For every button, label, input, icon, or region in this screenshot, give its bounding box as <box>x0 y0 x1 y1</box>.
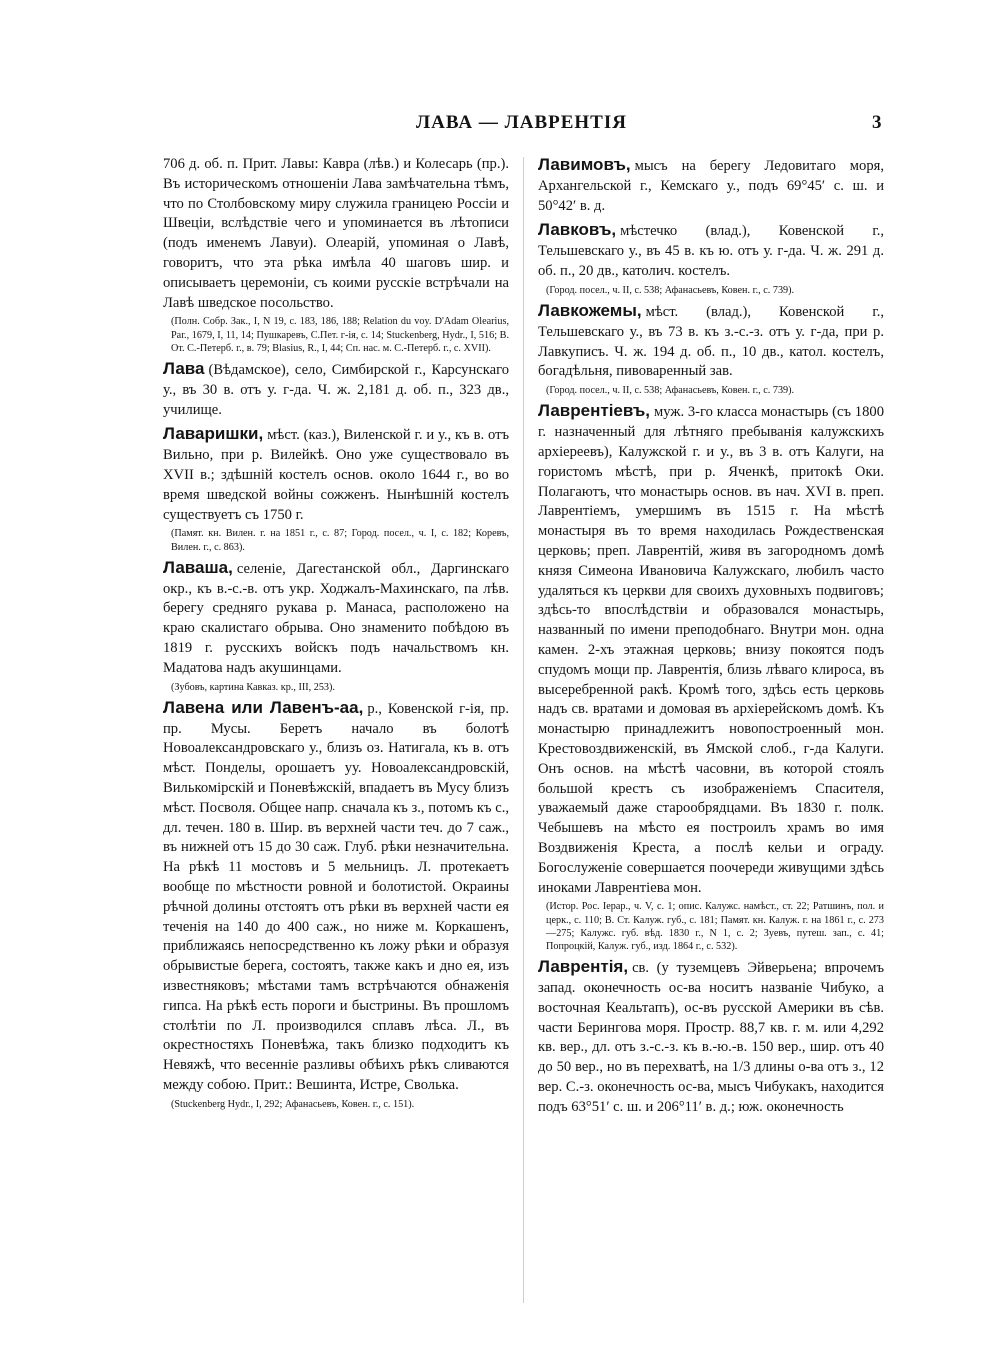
dictionary-entry <box>538 220 884 297</box>
dictionary-entry <box>538 301 884 397</box>
dictionary-entry <box>538 155 884 216</box>
entry-text: мѣстечко (влад.), Ковенской г., Тельшевскаго у., въ 45 в. къ ю. отъ у. г-да. Ч. ж. 291 д. об. п., 20 дв., католич. костелъ. <box>538 223 884 279</box>
entry-headword: Лаваша, <box>163 557 233 577</box>
entry-text: селеніе, Дагестанской обл., Даргинскаго окр., къ в.-с.-в. отъ укр. Ходжалъ-Махинскаго, па лѣв. берегу средняго рукава р. Манаса, расположено на краю скалистаго обрыва. Оно знаменито побѣдою въ 1819 г. русскихъ войскъ подъ начальствомъ кн. Мадатова надъ акушинцами. <box>163 560 509 676</box>
entry-headword: Лавковъ, <box>538 220 617 240</box>
entry-headword: Лава <box>163 358 205 378</box>
entry-text: мѣст. (каз.), Виленской г. и у., къ в. отъ Вильно, при р. Вилейкѣ. Оно уже существовало въ XVII в.; здѣшній костелъ основ. около 1644 г., во во время шведской войны сожженъ. Нынѣшній костелъ существуетъ съ 1750 г. <box>163 427 509 523</box>
entry-references: (Stuckenberg Hydr., I, 292; Афанасьевъ, Ковен. г., с. 151). <box>171 1098 415 1110</box>
entry-text: св. (у туземцевъ Эйверьена; впрочемъ запад. оконечность ос-ва носитъ названіе Чибуко, а восточная Кеальтапъ), ос-въ русской Америки въ сѣв. части Берингова моря. Простр. 88,7 кв. г. м. или 4,292 кв. вер., дл. отъ з.-с.-з. къ в.-ю.-в. 150 вер., шир. отъ 40 до 50 вер., но въ перехватѣ, на 1/3 длины о-ва отъ з., 12 вер. С.-з. оконечность ос-ва, мысъ Чибукакъ, находится подъ 63°51′ с. ш. и 206°11′ в. д.; юж. оконечность <box>538 960 884 1115</box>
entry-references: (Город. посел., ч. II, с. 538; Афанасьевъ, Ковен. г., с. 739). <box>546 385 795 397</box>
entry-headword: Лаврентіевъ, <box>538 401 651 421</box>
entry-text: р., Ковенской г-ія, пр. пр. Мусы. Беретъ начало въ болотѣ Новоалександровскаго у., близъ оз. Натигала, къ в. отъ мѣст. Понделы, орошаетъ уу. Новоалександровскій, Вилькомірскій и Поневѣжскій, впадаетъ въ Мусу близъ мѣст. Посволя. Общее напр. сначала къ з., потомъ къ с., дл. течен. 180 в. Шир. въ верхней части теч. до 7 саж., въ нижней отъ 15 до 30 саж. Глуб. рѣки незначительна. На рѣкѣ 11 мостовъ и 5 мельницъ. Л. протекаетъ вообще по мѣстности ровной и болотистой. Окраины рѣчной долины отстоятъ отъ рѣки въ верхней части ея теченія на 140 до 400 саж., но ниже м. Коркашенъ, приближаясь непосредственно къ ложу рѣки и образуя обрывистые берега, состоятъ, также какъ и дно ея, изъ известняковъ; мѣстами тамъ встрѣчаются обнаженія гипса. На рѣкѣ есть пороги и быстрины. Въ прошломъ столѣтіи по Л. производился сплавъ лѣса. Л., въ окрестностяхъ Поневѣжа, такъ близко подходитъ къ Невяжѣ, что весенніе разливы обѣихъ рѣкъ сливаются между собою. Прит.: Вешинта, Истре, Сволька. <box>163 700 509 1093</box>
dictionary-entry <box>163 155 509 355</box>
entry-references: (Зубовъ, картина Кавказ. кр., III, 253). <box>171 681 335 693</box>
entry-headword: Лавимовъ, <box>538 155 631 174</box>
entry-references: (Полн. Собр. Зак., I, N 19, с. 183, 186, 188; Relation du voy. D'Adam Olearius, Par., 1679, I, 11, 14; Пушкаревъ, С.Пет. г-ія, с. 14; Stuckenberg, Hydr., I, 516; В. От. С.-Петерб. г., в. 79; Blasius, R., I, 44; Сп. нас. м. С.-Петерб. г., с. XVII). <box>171 316 509 354</box>
dictionary-entry <box>163 424 509 553</box>
dictionary-entry <box>538 957 884 1117</box>
entry-headword: Лавкожемы, <box>538 300 642 320</box>
entry-references: (Истор. Рос. Іерар., ч. V, с. 1; опис. Калужс. намѣст., ст. 22; Ратшинъ, пол. и церк., с. 110; В. Ст. Калуж. губ., с. 181; Памят. кн. Калуж. г. на 1861 г., с. 273—275; Калужс. губ. вѣд. 1830 г., N 1, с. 2; Зуевъ, путеш. зап., с. 41; Попроцкій, Калуж. губ., изд. 1864 г., с. 532). <box>546 901 884 952</box>
entry-references: (Город. посел., ч. II, с. 538; Афанасьевъ, Ковен. г., с. 739). <box>546 284 795 296</box>
entry-text: 706 д. об. п. Прит. Лавы: Кавра (лѣв.) и Колесарь (пр.). Въ историческомъ отношеніи Лава замѣчательна тѣмъ, что по Столбовскому миру служила границею Россіи и Швеціи, вслѣдствіе чего и упоминается въ лѣтописи (подъ именемъ Лавуи). Олеарій, упоминая о Лавѣ, говоритъ, что эта рѣка имѣла 40 шаговъ шир. и описываетъ церемоніи, съ коими русскіе встрѣчали на Лавѣ шведское посольство. <box>163 156 509 311</box>
page-header <box>0 112 1000 140</box>
entry-headword: Лаврентія, <box>538 957 629 977</box>
entry-text: (Вѣдамское), село, Симбирской г., Карсунскаго у., въ 30 в. отъ у. г-да. Ч. ж. 2,181 д. об. п., 323 дв., училище. <box>163 361 509 418</box>
running-title: ЛАВА — ЛАВРЕНТІЯ <box>416 112 627 133</box>
left-column <box>163 155 509 1305</box>
entry-headword: Лавена или Лавенъ-аа, <box>163 697 364 717</box>
entry-text: мысъ на берегу Ледовитаго моря, Архангельской г., Кемскаго у., подъ 69°45′ с. ш. и 50°42′ в. д. <box>538 158 884 214</box>
page-number: 3 <box>872 112 882 133</box>
dictionary-entry <box>538 401 884 953</box>
entry-references: (Памят. кн. Вилен. г. на 1851 г., с. 87; Город. посел., ч. I, с. 182; Коревъ, Вилен. г., с. 863). <box>171 528 509 553</box>
entry-headword: Лаваришки, <box>163 424 264 444</box>
entry-text: муж. 3-го класса монастырь (съ 1800 г. назначенный для лѣтняго пребыванія калужскихъ архіереевъ), Калужской г. и у., въ 3 в. отъ Калуги, на гористомъ мѣстѣ, при р. Яченкѣ, притокѣ Оки. Полагаютъ, что монастырь основ. въ нач. XVI в. преп. Лаврентіемъ, умершимъ въ 1515 г. На мѣстѣ монастыря въ то время находилась Рождественская церковь; преп. Лаврентій, живя въ загородномъ домѣ князя Симеона Ивановича Калужскаго, любилъ часто удаляться къ церкви для своихъ духовныхъ подвиговъ; здѣсь-то впослѣдствіи и образовался монастырь, названный по имени преподобнаго. Внутри мон. одна камен. 2-хъ этажная церковь; внизу покоятся подъ спудомъ мощи пр. Лаврентія, близь лѣваго клироса, въ высеребренной ракѣ. Кромѣ того, здѣсь есть церковь надъ св. вратами и домовая въ архіерейскомъ домѣ. Къ монастырю принадлежитъ новопостроенный мон. Крестовоздвиженскій, въ Ямской слоб., г-да Калуги. Онъ основ. на мѣстѣ часовни, въ которой стоялъ большой крестъ съ изображеніемъ Спасителя, уважаемый даже старообрядцами. Въ 1830 г. полк. Чебышевъ на мѣсто ея построилъ храмъ во имя Воздвиженія Креста, а послѣ кельи и ограду. Богослуженіе совершается поочереди живущими здѣсь иноками Лаврентіева мон. <box>538 404 884 896</box>
entry-text: мѣст. (влад.), Ковенской г., Тельшевскаго у., въ 73 в. къ з.-с.-з. отъ у. г-да, при р. Лавкуписъ. Ч. ж. 194 д. об. п., 10 дв., катол. костелъ, богадѣльня, пивоваренный зав. <box>538 303 884 380</box>
column-divider <box>523 157 524 1303</box>
dictionary-entry <box>163 558 509 694</box>
right-column <box>538 155 884 1305</box>
dictionary-entry <box>163 698 509 1111</box>
dictionary-entry <box>163 359 509 420</box>
